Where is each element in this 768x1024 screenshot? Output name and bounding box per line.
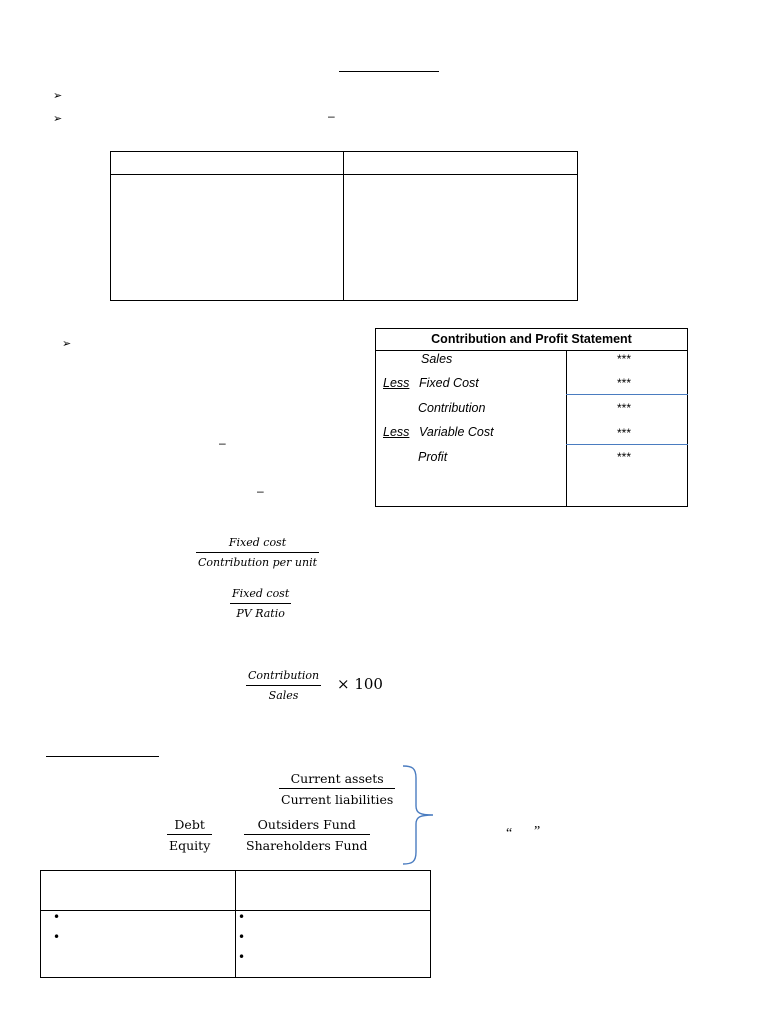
arrow-bullet-icon: ➢ [53,112,63,125]
fraction-bar [246,685,321,686]
curly-brace-icon [400,764,440,866]
dash-mark: – [328,109,335,123]
formula-denominator: Contribution per unit [198,556,318,569]
statement-column-divider [566,350,567,507]
formula-bep-units [196,536,319,570]
statement-row-sales: Sales [421,352,453,366]
formula-multiplier: × 100 [337,675,383,693]
statement-value-sales: *** [617,352,632,366]
statement-title: Contribution and Profit Statement [431,332,632,346]
statement-value-fixed-cost: *** [617,376,632,390]
statement-value-profit: *** [617,450,632,464]
bullet-dot-icon: • [238,950,246,964]
fraction-bar [167,834,212,835]
top-table-header-line [110,174,578,175]
statement-value-contribution: *** [617,401,632,415]
formula-numerator: Contribution [248,669,320,682]
statement-row-profit: Profit [418,450,448,464]
bullet-dot-icon: • [53,930,61,944]
close-quote-mark: ” [534,824,541,839]
fraction-bar [244,834,370,835]
formula-denominator: PV Ratio [236,607,285,620]
formula-bep-sales [230,587,291,621]
bullet-dot-icon: • [238,930,246,944]
statement-row-fixed-cost: Fixed Cost [419,376,479,390]
dash-mark: – [257,484,264,498]
section-heading-underline [46,756,159,757]
formula-numerator: Outsiders Fund [257,817,356,832]
fraction-bar [230,603,291,604]
bullet-dot-icon: • [238,910,246,924]
top-table-divider [343,151,344,301]
bullet-dot-icon: • [53,910,61,924]
formula-denominator: Sales [268,689,299,702]
formula-numerator: Fixed cost [232,587,290,600]
statement-subtotal-line [566,394,688,395]
formula-debt-equity [167,817,212,853]
arrow-bullet-icon: ➢ [53,89,63,102]
statement-less-label: Less [383,425,410,439]
statement-row-variable-cost: Variable Cost [419,425,494,439]
statement-row-contribution: Contribution [418,401,486,415]
dash-mark: – [219,436,226,450]
statement-header-line [375,350,688,351]
fraction-bar [196,552,319,553]
formula-numerator: Current assets [290,771,384,786]
formula-numerator: Debt [174,817,205,832]
open-quote-mark: “ [506,826,513,841]
bottom-table-divider [235,870,236,978]
fraction-bar [279,788,395,789]
formula-pv-ratio [246,669,321,703]
arrow-bullet-icon: ➢ [62,337,72,350]
formula-denominator: Shareholders Fund [246,838,368,853]
formula-numerator: Fixed cost [228,536,287,549]
statement-value-variable-cost: *** [617,426,632,440]
statement-less-label: Less [383,376,410,390]
formula-outsiders-shareholders [244,817,370,853]
heading-underline [339,71,439,72]
formula-denominator: Equity [169,838,211,853]
statement-subtotal-line [566,444,688,445]
formula-current-ratio [279,771,395,807]
formula-denominator: Current liabilities [281,792,394,807]
